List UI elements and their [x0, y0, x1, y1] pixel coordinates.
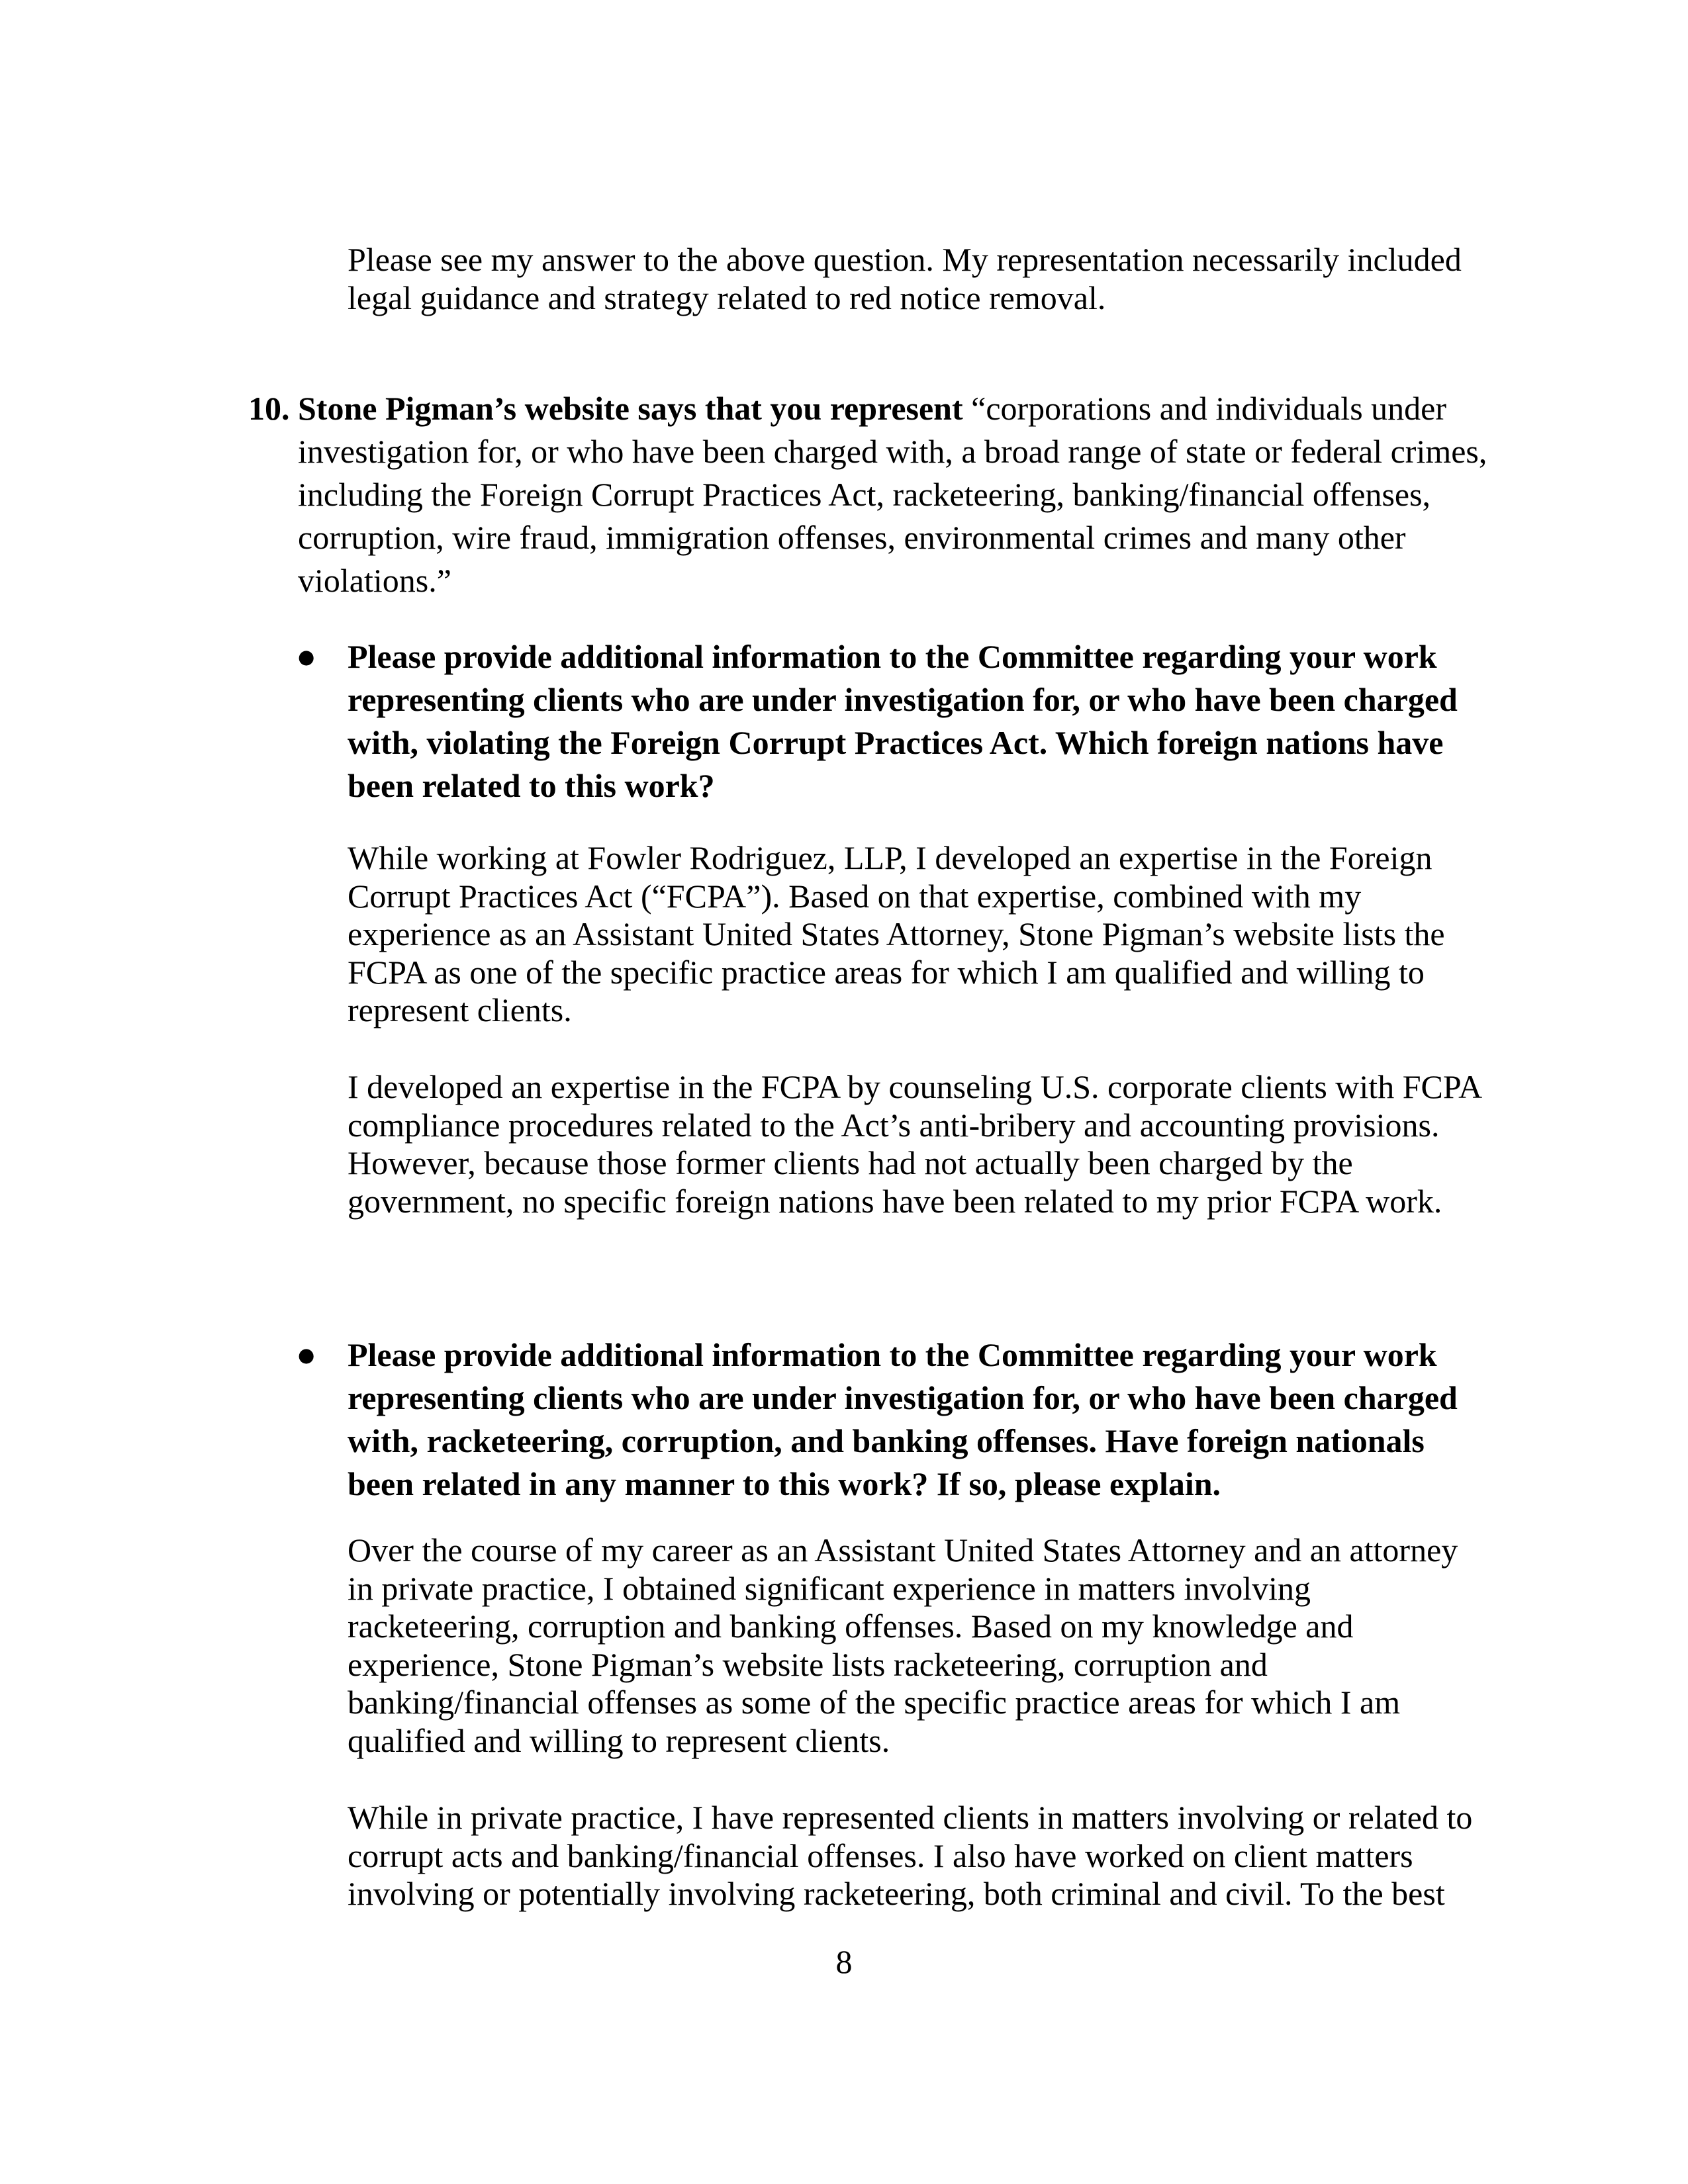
bullet-2-answer-paragraph-2: While in private practice, I have represented clients in matters involving or related to corrupt acts and banking/financial offenses. I also have worked on client matters involving or potentially involving racketeering, both criminal and civil. To the best: [348, 1799, 1473, 1912]
bullet-item-2: [298, 1334, 1489, 1506]
bullet-icon: ●: [298, 645, 315, 668]
bullet-1-answer-paragraph-2: I developed an expertise in the FCPA by counseling U.S. corporate clients with FCPA compliance procedures related to the Act’s anti-bribery and accounting provisions. However, because those former clients had not actually been charged by the government, no specific foreign nations have been related to my prior FCPA work.: [348, 1068, 1481, 1220]
intro-answer-paragraph: Please see my answer to the above question. My representation necessarily included legal guidance and strategy related to red notice removal.: [348, 241, 1462, 316]
bullet-2-answer-paragraph-1: Over the course of my career as an Assistant United States Attorney and an attorney in private practice, I obtained significant experience in matters involving racketeering, corruption and banking offenses. Based on my knowledge and experience, Stone Pigman’s website lists racketeering, corruption and banking/financial offenses as some of the specific practice areas for which I am qualified and willing to represent clients.: [348, 1531, 1458, 1759]
question-10-number: 10.: [248, 390, 290, 427]
bullet-1-answer-paragraph-1: While working at Fowler Rodriguez, LLP, I developed an expertise in the Foreign Corrupt Practices Act (“FCPA”). Based on that expertise, combined with my experience as an Assistant United States Attorney, Stone Pigman’s website lists the FCPA as one of the specific practice areas for which I am qualified and willing to represent clients.: [348, 839, 1445, 1028]
bullet-icon: ●: [298, 1343, 315, 1366]
bullet-1-question: Please provide additional information to the Committee regarding your work representing clients who are under investigation for, or who have been charged with, violating the Foreign Corrupt Practices Act. Which foreign nations have been related to this work?: [348, 638, 1458, 804]
question-10-quote: “corporations and individuals under investigation for, or who have been charged with, a broad range of state or federal crimes, including the Foreign Corrupt Practices Act, racketeering, banking/financial offenses, corruption, wire fraud, immigration offenses, environmental crimes and many other violations.”: [298, 390, 1487, 599]
question-10-lead: Stone Pigman’s website says that you represent: [298, 390, 963, 427]
page-number: 8: [835, 1943, 853, 1980]
question-10-paragraph: [248, 387, 1489, 602]
bullet-2-question: Please provide additional information to the Committee regarding your work representing clients who are under investigation for, or who have been charged with, racketeering, corruption, and banking offenses. Have foreign nationals been related in any manner to this work? If so, please explain.: [348, 1336, 1458, 1502]
bullet-item-1: [298, 635, 1489, 807]
